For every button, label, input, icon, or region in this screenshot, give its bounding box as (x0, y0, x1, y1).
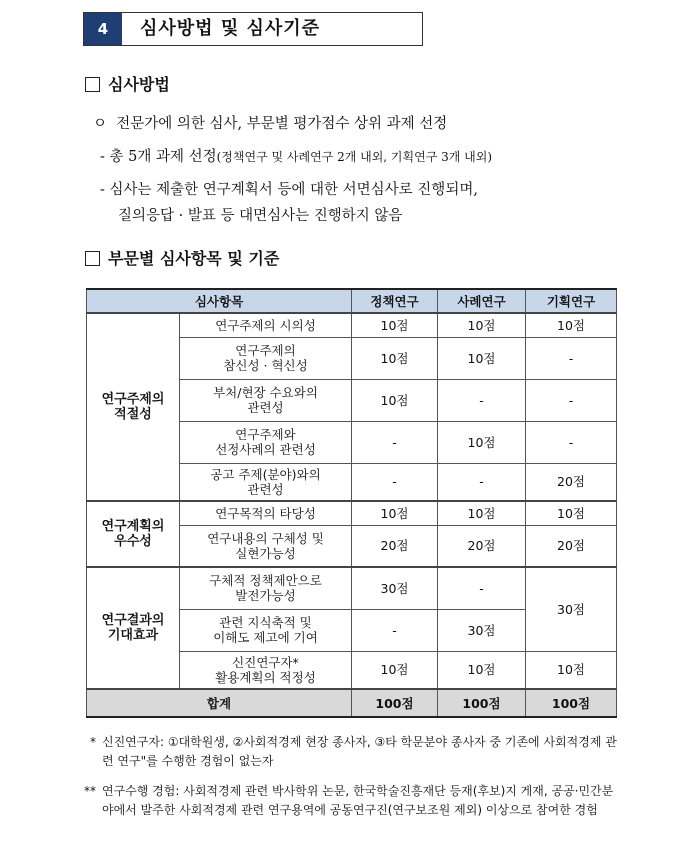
table-row (87, 567, 617, 609)
method-line-3: - 심사는 제출한 연구계획서 등에 대한 서면심사로 진행되며, (100, 182, 478, 198)
score-cell: 10점 (526, 651, 617, 689)
table-row (87, 501, 617, 525)
header-policy: 정책연구 (352, 289, 438, 313)
score-cell: 10점 (526, 501, 617, 525)
score-cell: 20점 (352, 525, 438, 567)
score-cell: 30점 (438, 609, 526, 651)
section-number: 4 (84, 13, 122, 45)
score-cell: 10점 (438, 313, 526, 337)
item-cell: 연구주제의 시의성 (180, 313, 352, 337)
total-label: 합계 (87, 689, 352, 717)
score-cell: - (352, 463, 438, 501)
total-cell: 100점 (526, 689, 617, 717)
method-line-1 (93, 112, 447, 133)
criteria-table (86, 288, 617, 718)
subsection-heading-method (85, 72, 170, 95)
subsection-title: 부문별 심사항목 및 기준 (108, 249, 280, 268)
checkbox-square-icon (85, 251, 100, 266)
footnote-2 (84, 782, 618, 820)
footnote-1 (90, 733, 618, 771)
subsection-title: 심사방법 (108, 75, 170, 94)
total-cell: 100점 (438, 689, 526, 717)
score-cell: 10점 (352, 651, 438, 689)
checkbox-square-icon (85, 77, 100, 92)
category-cell: 연구계획의 우수성 (87, 501, 180, 567)
item-cell: 신진연구자* 활용계획의 적정성 (180, 651, 352, 689)
score-cell: 10점 (352, 379, 438, 421)
score-cell: 10점 (438, 337, 526, 379)
score-cell: 10점 (352, 501, 438, 525)
header-criteria: 심사항목 (87, 289, 352, 313)
score-cell: 10점 (526, 313, 617, 337)
total-row (87, 689, 617, 717)
item-cell: 연구주제의 참신성 · 혁신성 (180, 337, 352, 379)
score-cell: - (352, 421, 438, 463)
category-cell: 연구주제의 적절성 (87, 313, 180, 501)
table-header-row (87, 289, 617, 313)
table-row (87, 313, 617, 337)
section-title: 심사방법 및 심사기준 (140, 18, 321, 39)
footnote-text: 연구수행 경험: 사회적경제 관련 박사학위 논문, 한국학술진흥재단 등재(후보)지 게재, 공공·민간분야에서 발주한 사회적경제 관련 연구용역에 공동연구진(연구보조원 제외) 이상으로 참여한 경험 (102, 784, 614, 817)
score-cell: 10점 (438, 501, 526, 525)
item-cell: 관련 지식축적 및 이해도 제고에 기여 (180, 609, 352, 651)
score-cell: 10점 (438, 421, 526, 463)
method-text-2: - 총 5개 과제 선정 (100, 149, 217, 165)
score-cell: - (526, 379, 617, 421)
category-cell: 연구결과의 기대효과 (87, 567, 180, 689)
bullet-mark: ㅇ (93, 116, 108, 132)
score-cell-merged: 30점 (526, 567, 617, 651)
method-text-2-detail: (정책연구 및 사례연구 2개 내외, 기획연구 3개 내외) (216, 150, 493, 164)
score-cell: 30점 (352, 567, 438, 609)
score-cell: - (526, 337, 617, 379)
item-cell: 연구내용의 구체성 및 실현가능성 (180, 525, 352, 567)
method-text-1: 전문가에 의한 심사, 부문별 평가점수 상위 과제 선정 (116, 116, 448, 132)
score-cell: - (526, 421, 617, 463)
score-cell: 20점 (438, 525, 526, 567)
item-cell: 공고 주제(분야)와의 관련성 (180, 463, 352, 501)
score-cell: 20점 (526, 525, 617, 567)
score-cell: - (438, 567, 526, 609)
method-line-2 (100, 145, 492, 166)
subsection-heading-criteria (85, 246, 279, 269)
footnote-mark: * (90, 735, 96, 749)
total-cell: 100점 (352, 689, 438, 717)
item-cell: 연구목적의 타당성 (180, 501, 352, 525)
score-cell: 10점 (438, 651, 526, 689)
score-cell: 20점 (526, 463, 617, 501)
score-cell: - (438, 463, 526, 501)
score-cell: - (352, 609, 438, 651)
footnote-mark: ** (84, 784, 96, 798)
item-cell: 연구주제와 선정사례의 관련성 (180, 421, 352, 463)
method-line-4: 질의응답 · 발표 등 대면심사는 진행하지 않음 (118, 208, 403, 224)
score-cell: 10점 (352, 337, 438, 379)
score-cell: - (438, 379, 526, 421)
section-header (83, 12, 423, 46)
item-cell: 부처/현장 수요와의 관련성 (180, 379, 352, 421)
header-planning: 기획연구 (526, 289, 617, 313)
header-case: 사례연구 (438, 289, 526, 313)
score-cell: 10점 (352, 313, 438, 337)
footnote-text: 신진연구자: ①대학원생, ②사회적경제 현장 종사자, ③타 학문분야 종사자 중 기존에 사회적경제 관련 연구"를 수행한 경험이 없는자 (102, 735, 617, 768)
item-cell: 구체적 정책제안으로 발전가능성 (180, 567, 352, 609)
